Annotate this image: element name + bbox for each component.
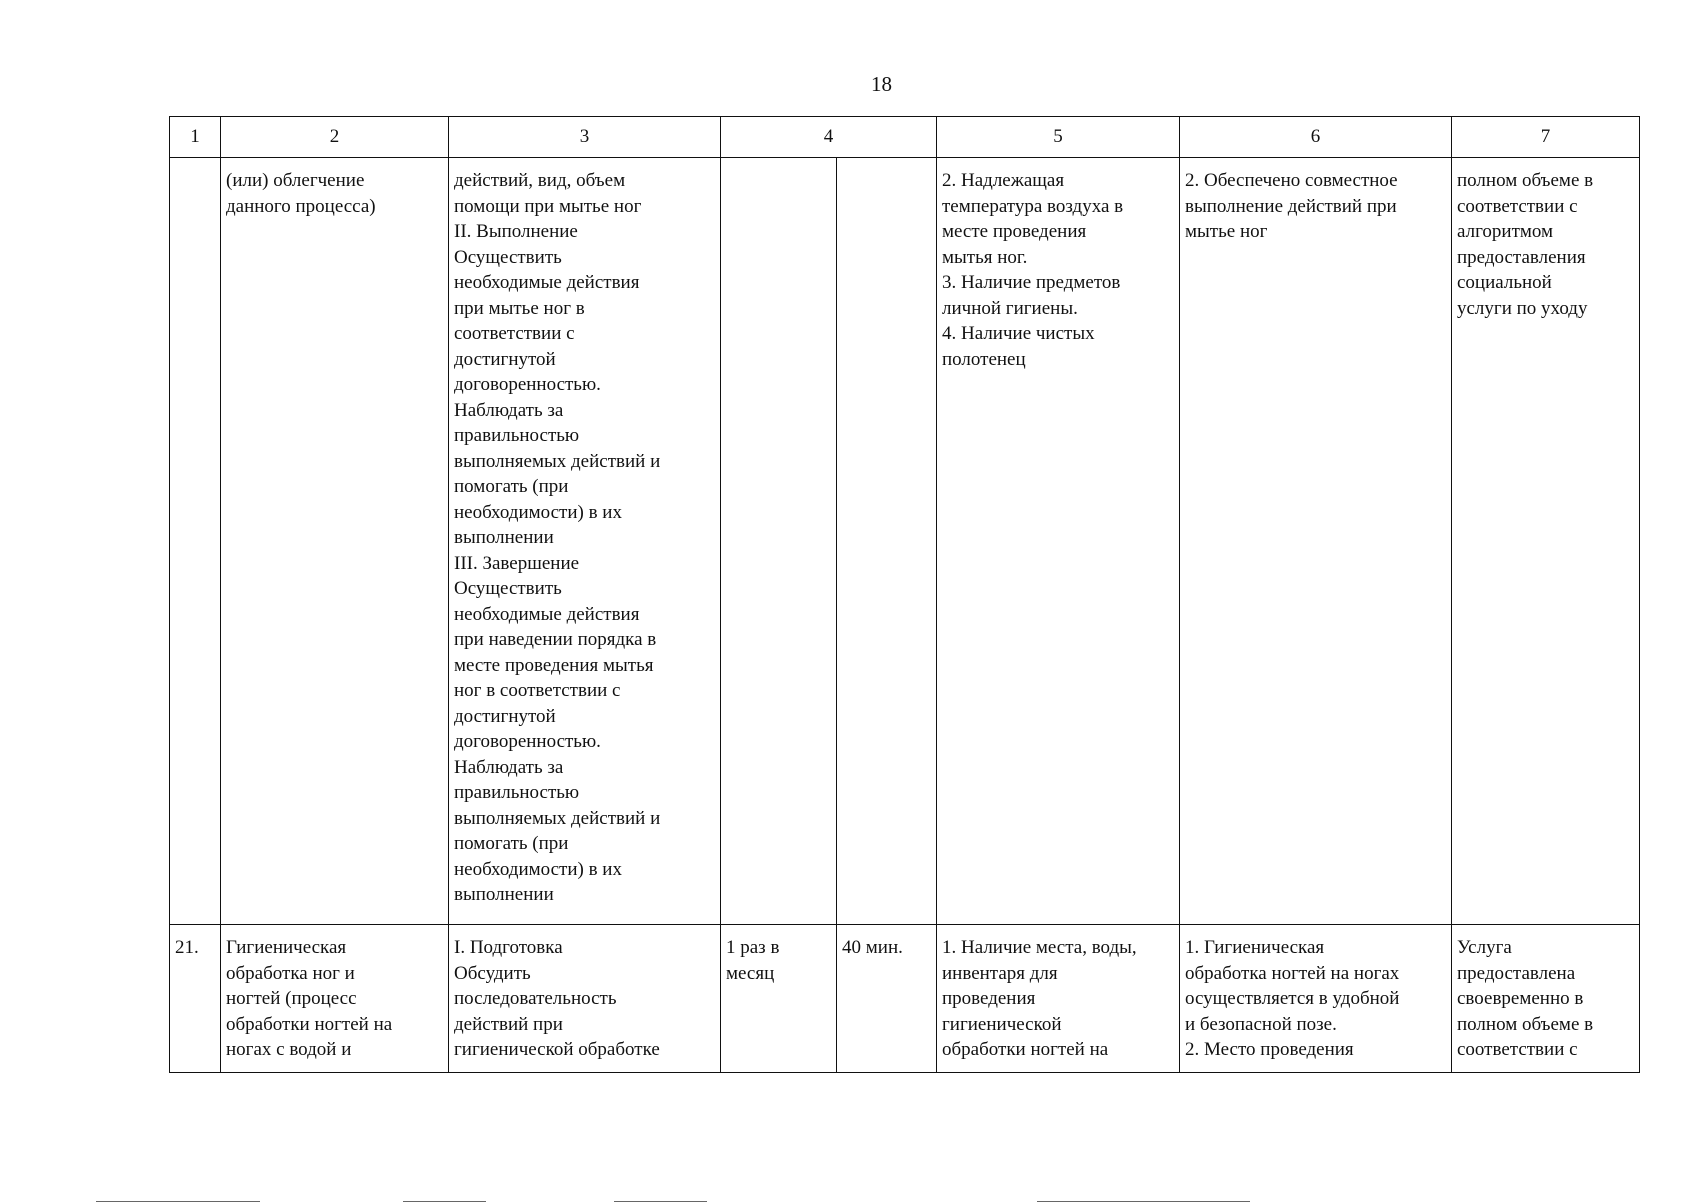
table-row (170, 158, 1640, 925)
frequency-cell: 1 раз в месяц (721, 925, 837, 1073)
service-name-cell: Гигиеническая обработка ног и ногтей (процесс обработки ногтей на ногах с водой и (221, 925, 449, 1073)
table-row (170, 925, 1640, 1073)
quality-indicators-cell: 1. Гигиеническая обработка ногтей на ногах осуществляется в удобной и безопасной позе. 2. Место проведения (1180, 925, 1452, 1073)
service-description-cell: действий, вид, объем помощи при мытье ног II. Выполнение Осуществить необходимые действия при мытье ног в соответствии с достигнутой договоренностью. Наблюдать за правильностью выполняемых действий и помогать (при необходимости) в их выполнении III. Завершение Осуществить необходимые действия при наведении порядка в месте проведения мытья ног в соответствии с достигнутой договоренностью. Наблюдать за правильностью выполняемых действий и помогать (при необходимости) в их выполнении (449, 158, 721, 925)
column-number-5: 5 (937, 117, 1180, 158)
evaluation-cell: Услуга предоставлена своевременно в полном объеме в соответствии с (1452, 925, 1640, 1073)
column-number-6: 6 (1180, 117, 1452, 158)
row-number-cell (170, 158, 221, 925)
quality-indicators-cell: 2. Обеспечено совместное выполнение действий при мытье ног (1180, 158, 1452, 925)
service-description-cell: I. Подготовка Обсудить последовательность действий при гигиенической обработке (449, 925, 721, 1073)
conditions-cell: 1. Наличие места, воды, инвентаря для проведения гигиенической обработки ногтей на (937, 925, 1180, 1073)
page-number: 18 (871, 72, 892, 96)
table-header-row (170, 117, 1640, 158)
column-number-1: 1 (170, 117, 221, 158)
column-number-4: 4 (721, 117, 937, 158)
conditions-cell: 2. Надлежащая температура воздуха в месте проведения мытья ног. 3. Наличие предметов личной гигиены. 4. Наличие чистых полотенец (937, 158, 1180, 925)
service-name-cell: (или) облегчение данного процесса) (221, 158, 449, 925)
evaluation-cell: полном объеме в соответствии с алгоритмом предоставления социальной услуги по уходу (1452, 158, 1640, 925)
duration-cell (837, 158, 937, 925)
duration-cell: 40 мин. (837, 925, 937, 1073)
column-number-7: 7 (1452, 117, 1640, 158)
column-number-2: 2 (221, 117, 449, 158)
column-number-3: 3 (449, 117, 721, 158)
service-standards-table (169, 116, 1640, 1073)
frequency-cell (721, 158, 837, 925)
row-number-cell: 21. (170, 925, 221, 1073)
